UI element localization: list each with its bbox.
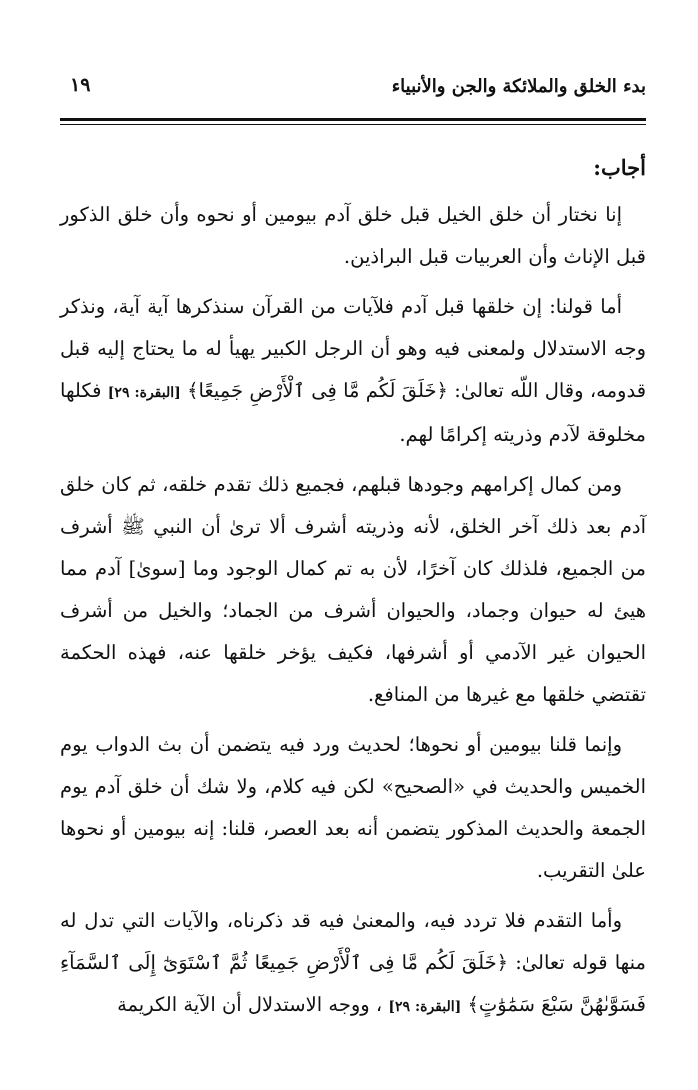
page-number: ١٩: [70, 74, 91, 96]
quran-verse: ﴿خَلَقَ لَكُم مَّا فِى ٱلْأَرْضِ جَمِيعًا﴾: [187, 379, 448, 402]
paragraph-2-text: أما قولنا: إن خلقها قبل آدم فلآيات من القرآن سنذكرها آية آية، ونذكر وجه الاستدلال ولمعنى فيه وهو أن الرجل الكبير يهيأ له ما يحتاج إليه قبل قدومه، وقال اللّه تعالىٰ:: [60, 295, 647, 402]
header-rule-thin: [60, 124, 646, 125]
paragraph-2-continuation: فكلها مخلوقة لآدم وذريته إكرامًا لهم.: [60, 379, 646, 446]
quran-verse: ﴿خَلَقَ لَكُم مَّا فِى ٱلْأَرْضِ جَمِيعًا ثُمَّ ٱسْتَوَىٰٓ إِلَى ٱلسَّمَآءِ فَسَوَّىٰهُنَّ سَبْعَ سَمَٰوَٰتٍ﴾: [60, 951, 646, 1016]
paragraph-5-text: وأما التقدم فلا تردد فيه، والمعنىٰ فيه قد ذكرناه، والآيات التي تدل له منها قوله تعالىٰ:: [60, 909, 646, 974]
document-page: [60, 70, 646, 1070]
page-header: [60, 70, 646, 106]
header-rule-thick: [60, 118, 646, 121]
paragraph-2: [60, 286, 646, 456]
body-text: [60, 148, 646, 1036]
paragraph-4: وإنما قلنا بيومين أو نحوها؛ لحديث ورد فيه يتضمن أن بث الدواب يوم الخميس والحديث في «الصحيح» لكن فيه كلام، ولا شك أن خلق آدم يوم الجمعة والحديث المذكور يتضمن أنه بعد العصر، قلنا: إنه بيومين أو نحوها علىٰ التقريب.: [60, 733, 646, 882]
answer-heading: أجاب:: [593, 155, 646, 180]
paragraph-1: إنا نختار أن خلق الخيل قبل خلق آدم بيومين أو نحوه وأن خلق الذكور قبل الإناث وأن العربيات قبل البراذين.: [60, 203, 646, 268]
paragraph-5: [60, 900, 646, 1028]
verse-reference: [البقرة: ٢٩]: [388, 999, 462, 1015]
paragraph-5-continuation: ، ووجه الاستدلال أن الآية الكريمة: [117, 993, 383, 1016]
paragraph-3: ومن كمال إكرامهم وجودها قبلهم، فجميع ذلك تقدم خلقه، ثم كان خلق آدم بعد ذلك آخر الخلق، لأنه وذريته أشرف ألا ترىٰ أن النبي ﷺ أشرف من الجميع، فلذلك كان آخرًا، لأن به تم كمال الوجود وما [سوىٰ] آدم مما هيئ له حيوان وجماد، والحيوان أشرف من الجماد؛ والخيل من أشرف الحيوان غير الآدمي أو أشرفها، فكيف يؤخر خلقها عنه، فهذه الحكمة تقتضي خلقها مع غيرها من المنافع.: [60, 473, 646, 706]
running-title: بدء الخلق والملائكة والجن والأنبياء: [391, 76, 646, 97]
verse-reference: [البقرة: ٢٩]: [107, 385, 181, 401]
